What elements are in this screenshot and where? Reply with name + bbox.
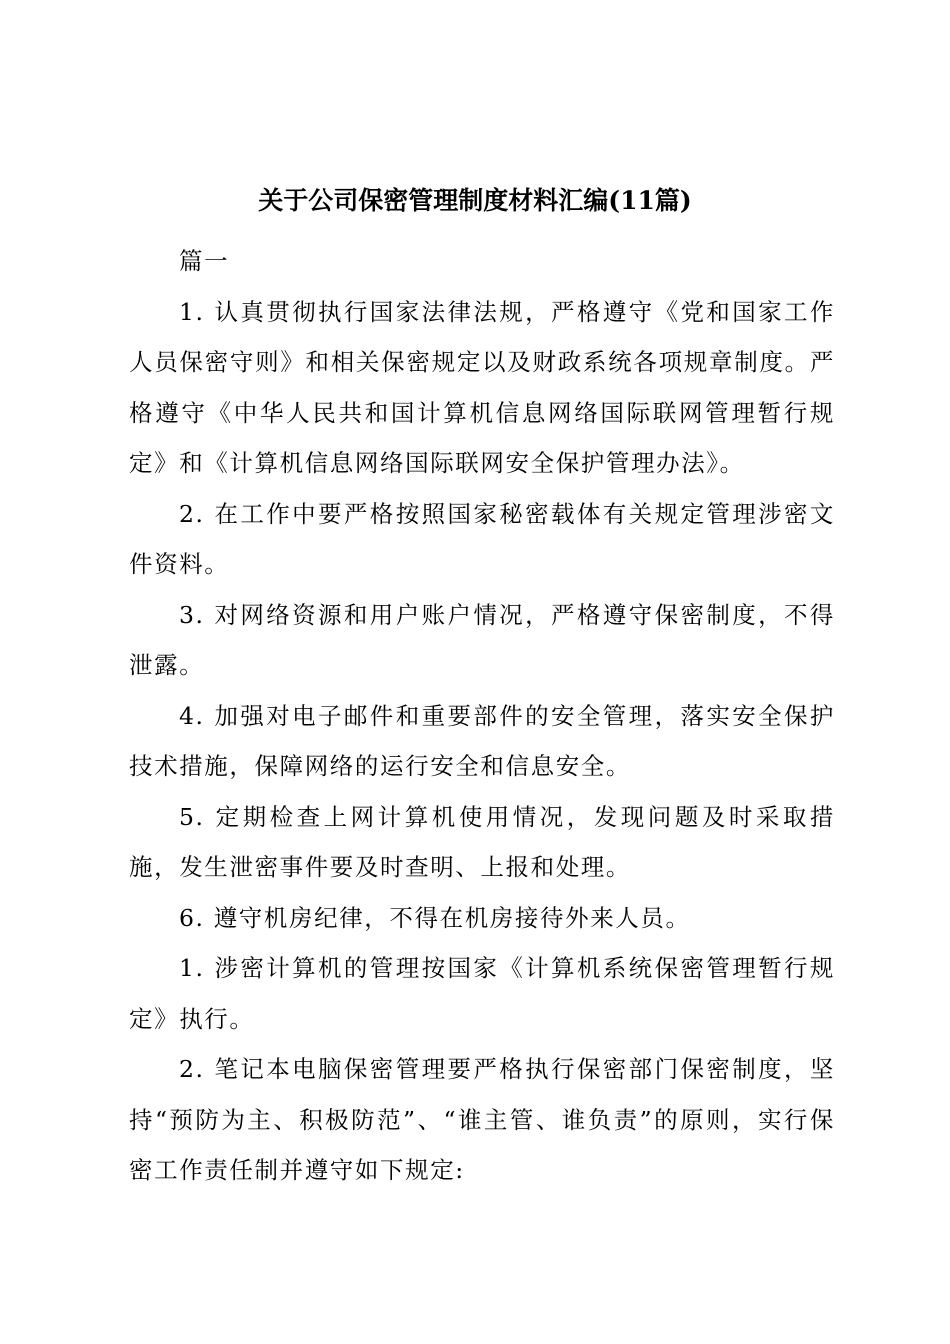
document-title: 关于公司保密管理制度材料汇编(11篇) (258, 186, 692, 215)
paragraph: 1. 涉密计算机的管理按国家《计算机系统保密管理暂行规定》执行。 (129, 954, 835, 1033)
paragraph: 6. 遵守机房纪律，不得在机房接待外来人员。 (179, 903, 691, 932)
paragraph: 1. 认真贯彻执行国家法律法规，严格遵守《党和国家工作人员保密守则》和相关保密规定以及财政系统各项规章制度。严格遵守《中华人民共和国计算机信息网络国际联网管理暂行规定》和《计算机信息网络国际联网安全保护管理办法》。 (129, 297, 835, 477)
paragraph: 2. 笔记本电脑保密管理要严格执行保密部门保密制度，坚持“预防为主、积极防范”、“谁主管、谁负责”的原则，实行保密工作责任制并遵守如下规定: (129, 1055, 835, 1184)
paragraph: 3. 对网络资源和用户账户情况，严格遵守保密制度，不得泄露。 (129, 600, 835, 679)
section-heading: 篇一 (179, 247, 230, 275)
paragraph: 2. 在工作中要严格按照国家秘密载体有关规定管理涉密文件资料。 (129, 499, 835, 578)
paragraph: 5. 定期检查上网计算机使用情况，发现问题及时采取措施，发生泄密事件要及时查明、上报和处理。 (129, 802, 835, 881)
document-body (129, 236, 835, 1196)
paragraph: 4. 加强对电子邮件和重要部件的安全管理，落实安全保护技术措施，保障网络的运行安全和信息安全。 (129, 701, 835, 780)
